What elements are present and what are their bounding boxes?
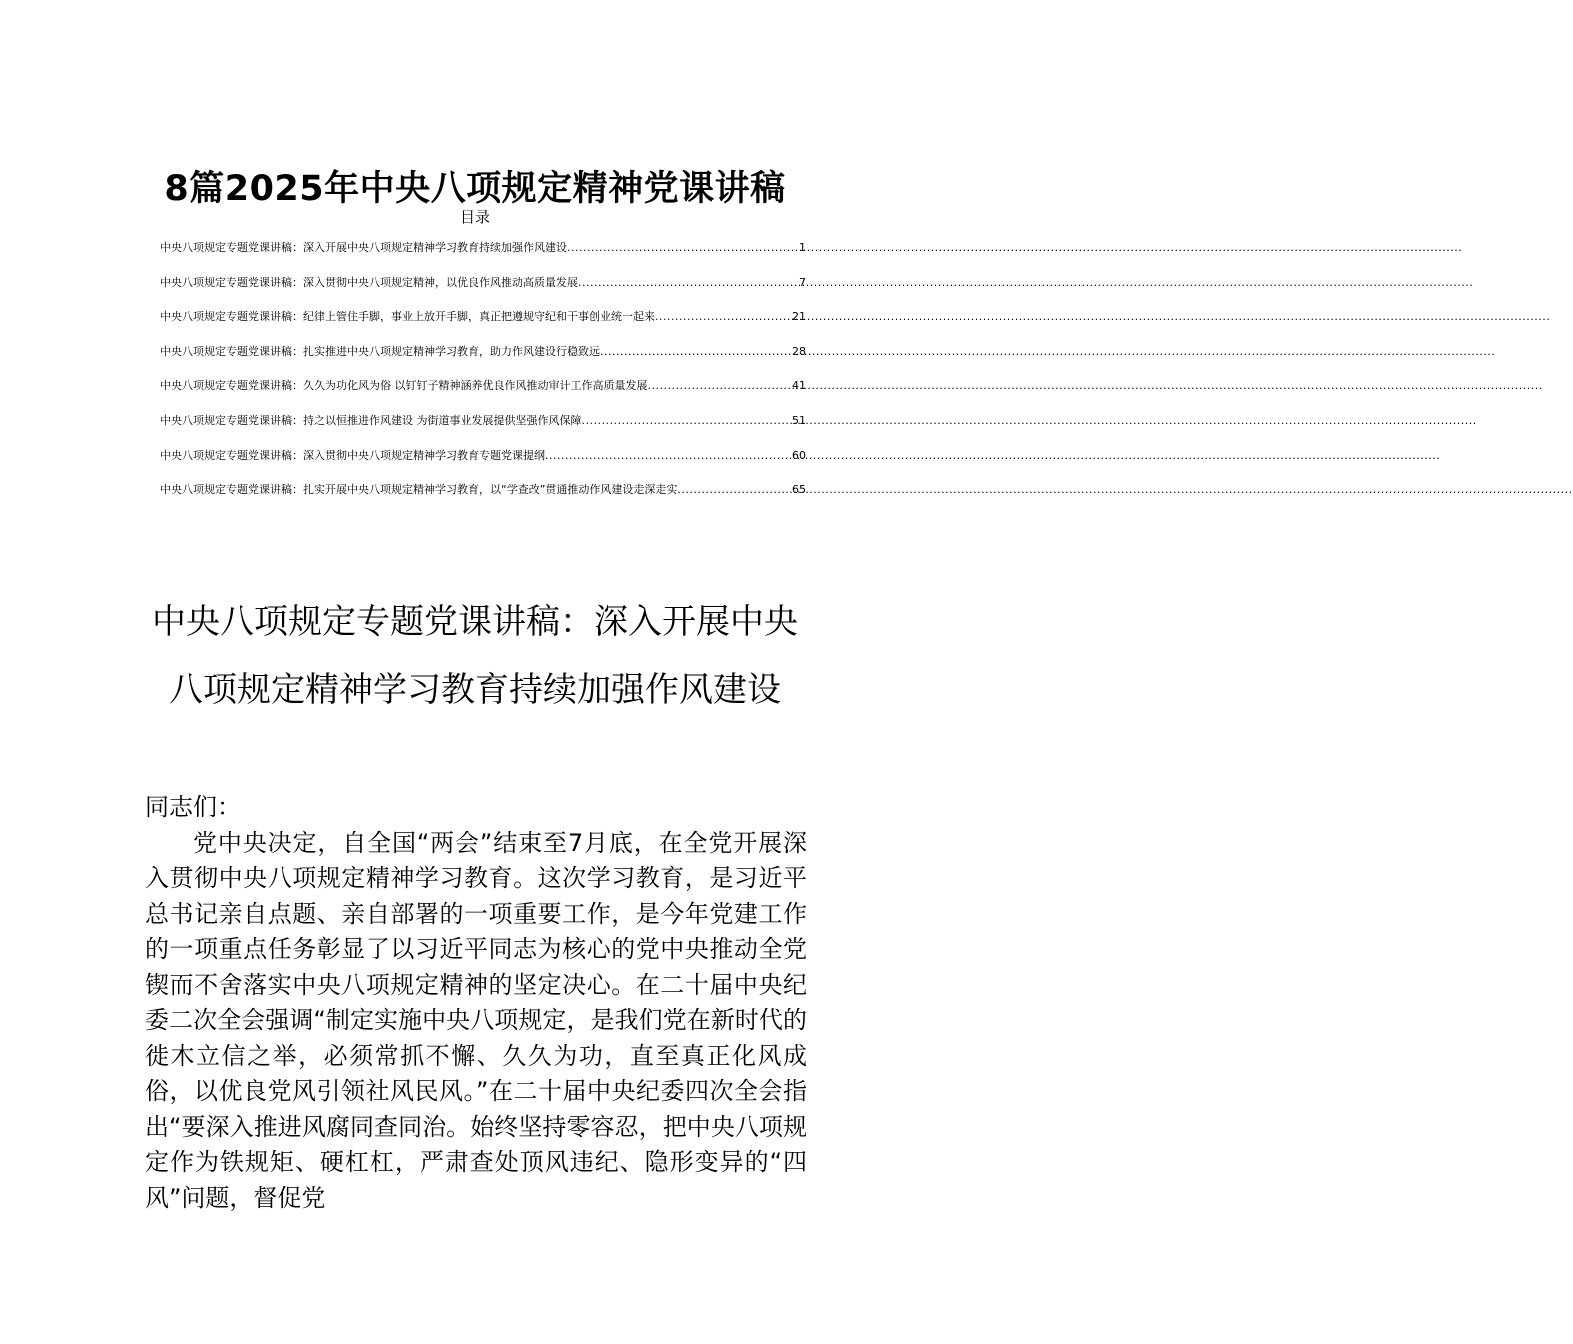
toc-entry-page: 60 [792,448,806,462]
toc-heading: 目录 [459,208,490,226]
toc-entry-title: 中央八项规定专题党课讲稿：扎实开展中央八项规定精神学习教育，以“学查改”贯通推动作风建设走深走实 [160,483,678,497]
toc-entry-page: 65 [792,483,806,497]
toc-entry[interactable] [160,378,806,413]
toc-entry-page: 51 [792,413,806,427]
table-of-contents [160,240,806,517]
toc-entry-page: 1 [799,241,806,254]
toc-entry-title: 中央八项规定专题党课讲稿：扎实推进中央八项规定精神学习教育，助力作风建设行稳致远 [160,344,600,358]
toc-entry-title: 中央八项规定专题党课讲稿：持之以恒推进作风建设 为街道事业发展提供坚强作风保障 [160,413,582,427]
toc-entry-title: 中央八项规定专题党课讲稿：纪律上管住手脚，事业上放开手脚，真正把遵规守纪和干事创业统一起来 [160,310,655,324]
toc-dot-leader [545,448,792,464]
body-text [145,790,807,1216]
toc-entry-page: 41 [792,379,806,393]
toc-entry-title: 中央八项规定专题党课讲稿：深入开展中央八项规定精神学习教育持续加强作风建设 [160,241,567,254]
toc-entry[interactable] [160,482,806,517]
toc-dot-leader [582,413,793,429]
toc-dot-leader [567,240,799,256]
toc-entry[interactable] [160,240,806,275]
toc-dot-leader [655,309,792,325]
toc-dot-leader [648,378,793,394]
toc-dot-leader [600,344,792,360]
toc-entry[interactable] [160,344,806,379]
toc-dot-leader [677,482,792,498]
toc-entry[interactable] [160,448,806,483]
toc-entry-title: 中央八项规定专题党课讲稿：深入贯彻中央八项规定精神，以优良作风推动高质量发展 [160,275,578,289]
toc-entry[interactable] [160,275,806,310]
body-paragraph: 党中央决定，自全国“两会”结束至7月底，在全党开展深入贯彻中央八项规定精神学习教育。这次学习教育，是习近平总书记亲自点题、亲自部署的一项重要工作，是今年党建工作的一项重点任务彰显了以习近平同志为核心的党中央推动全党锲而不舍落实中央八项规定精神的坚定决心。在二十届中央纪委二次全会强调“制定实施中央八项规定，是我们党在新时代的徙木立信之举，必须常抓不懈、久久为功，直至真正化风成俗，以优良党风引领社风民风。”在二十届中央纪委四次全会指出“要深入推进风腐同查同治。始终坚持零容忍，把中央八项规定作为铁规矩、硬杠杠，严肃查处顶风违纪、隐形变异的“四风”问题，督促党 [145,828,807,1212]
toc-entry-title: 中央八项规定专题党课讲稿：久久为功化风为俗 以钉钉子精神涵养优良作风推动审计工作高质量发展 [160,379,648,393]
document-title: 8篇2025年中央八项规定精神党课讲稿 [164,169,786,210]
toc-entry-page: 28 [792,344,806,358]
toc-entry[interactable] [160,309,806,344]
salutation: 同志们： [145,793,241,821]
toc-dot-leader [578,275,799,291]
toc-entry-page: 21 [792,310,806,324]
section-title: 中央八项规定专题党课讲稿：深入开展中央八项规定精神学习教育持续加强作风建设 [152,602,798,710]
toc-entry[interactable] [160,413,806,448]
toc-entry-page: 7 [799,275,806,289]
toc-entry-title: 中央八项规定专题党课讲稿：深入贯彻中央八项规定精神学习教育专题党课提纲 [160,448,545,462]
